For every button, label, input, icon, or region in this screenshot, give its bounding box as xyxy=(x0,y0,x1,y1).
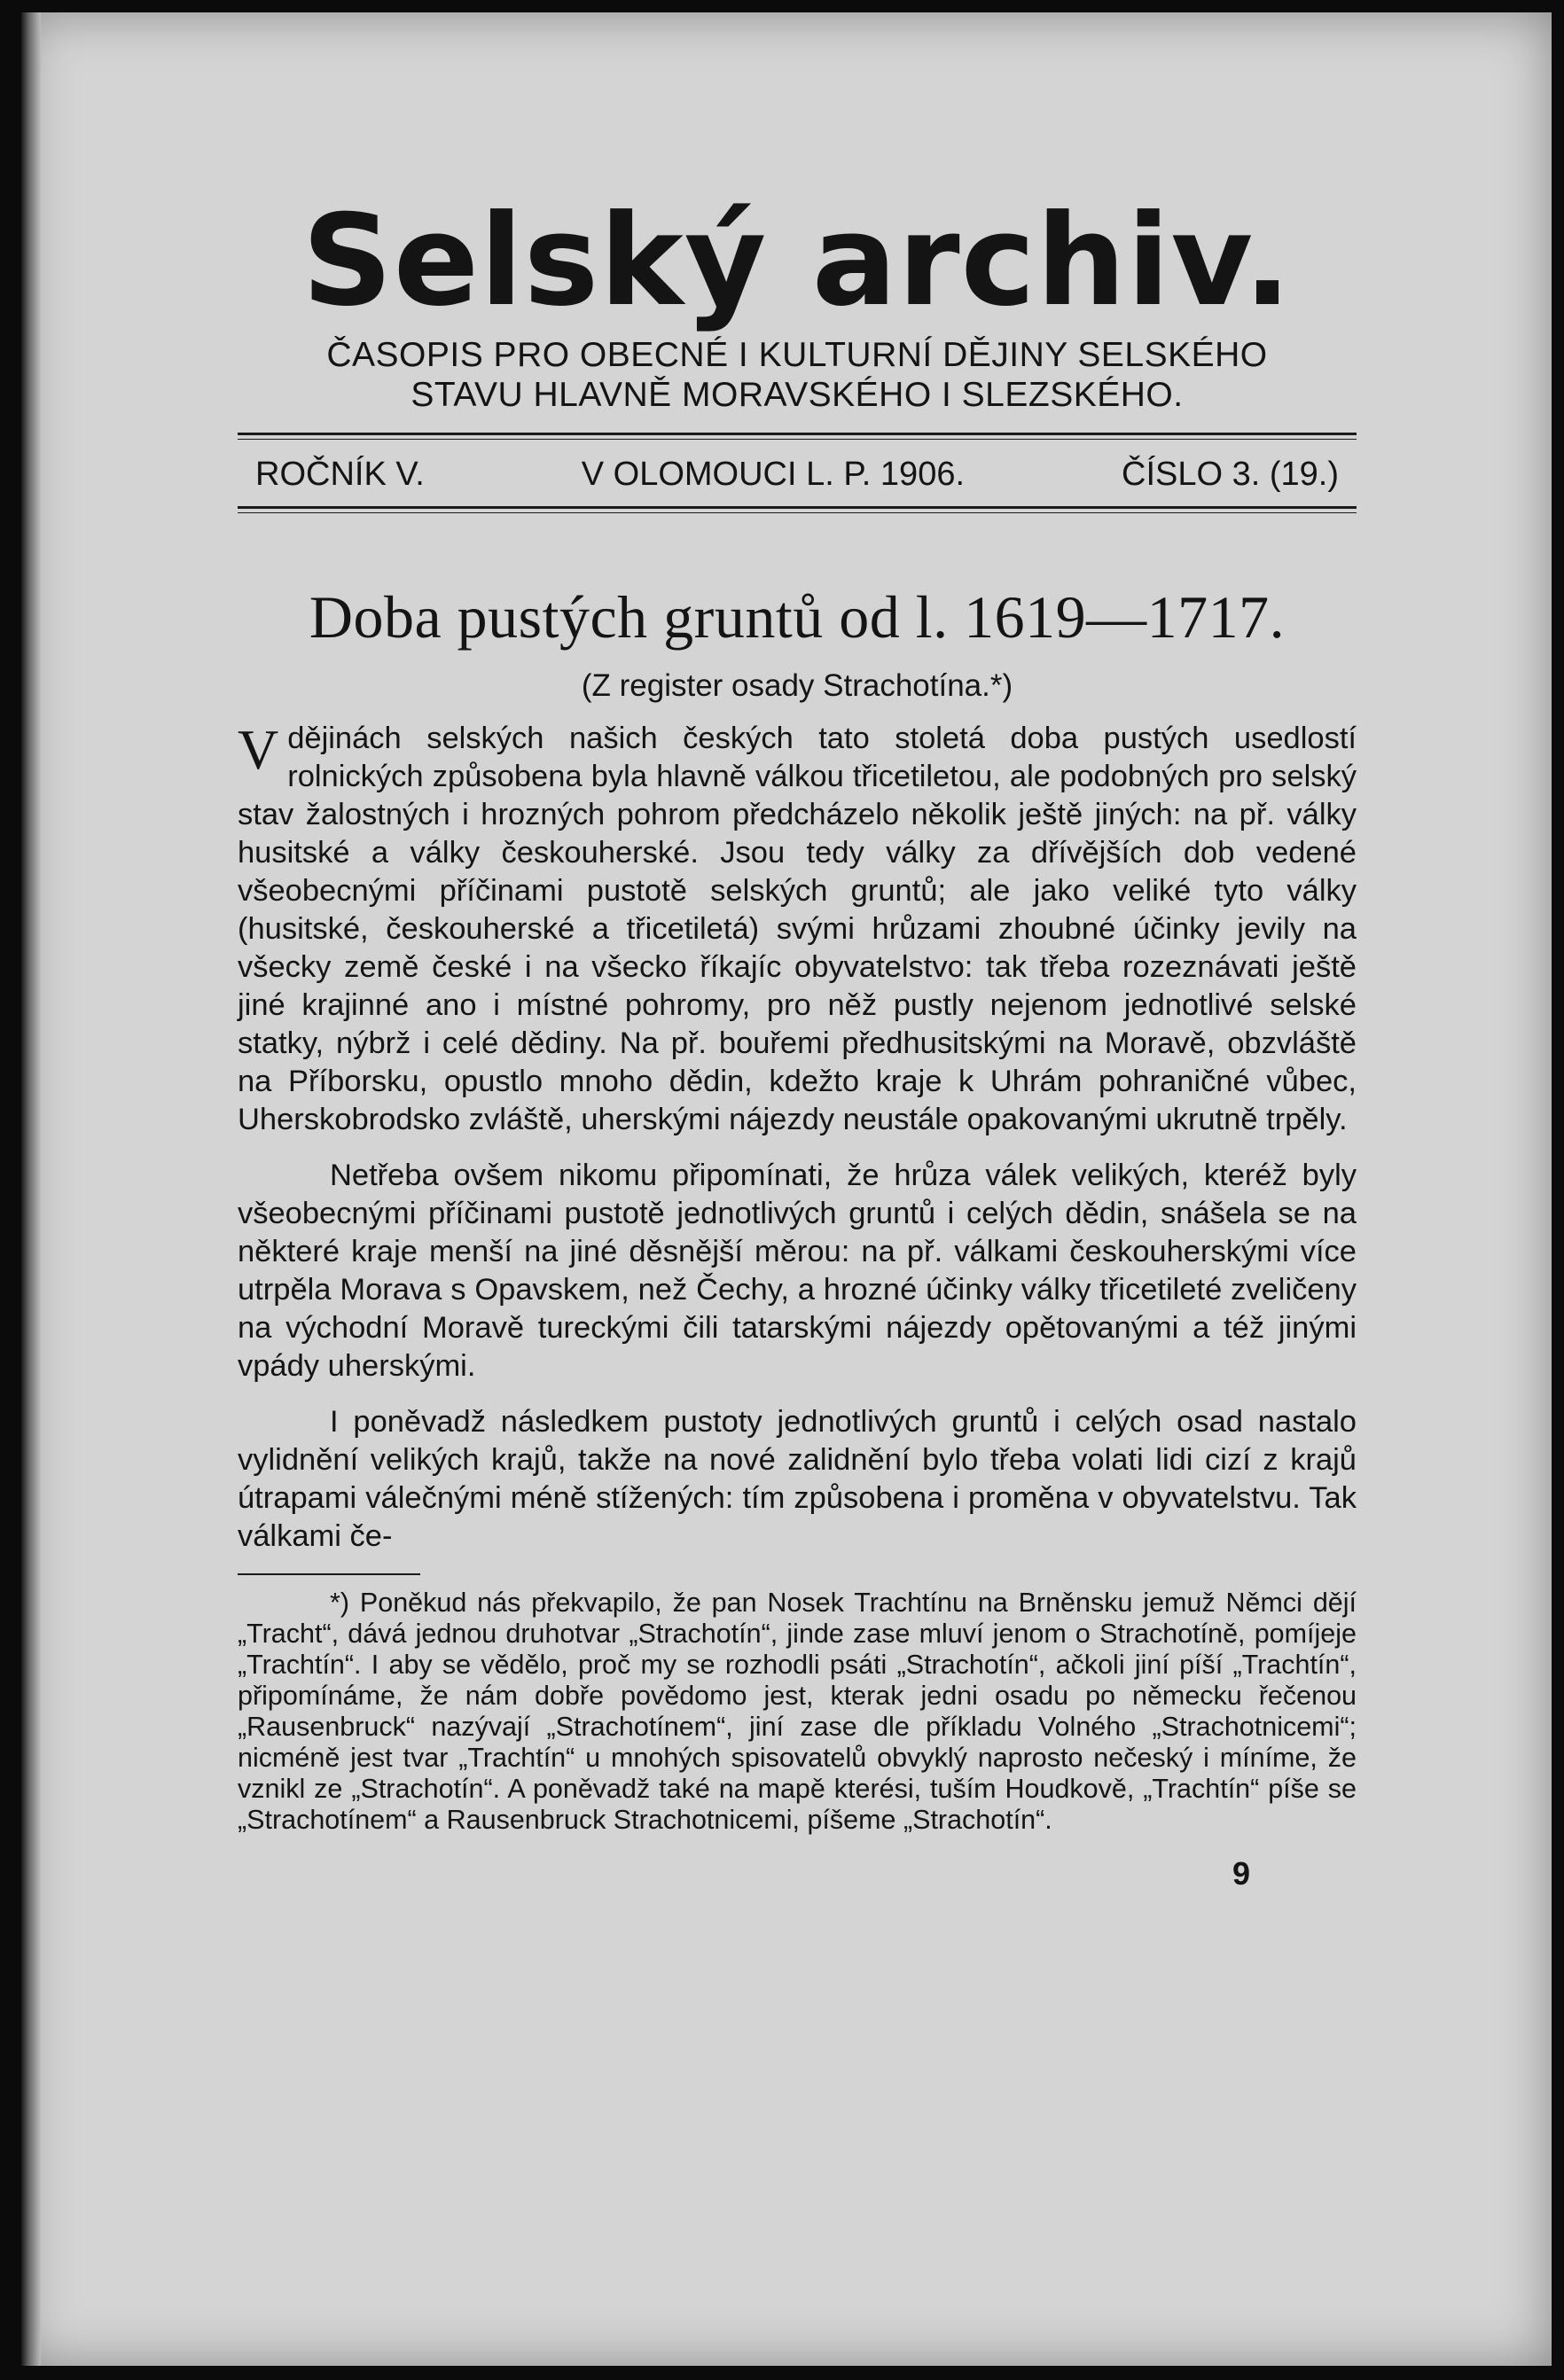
paragraph-1 xyxy=(238,720,1357,1139)
article-body xyxy=(238,720,1357,1556)
paragraph-2: Netřeba ovšem nikomu připomínati, že hrůza válek velikých, kteréž byly všeobecnými příčinami pustotě jednotlivých gruntů i celých dědin, snášela se na některé kraje menší na jiné děsnější měrou: na př. válkami českouherskými více utrpěla Morava s Opavskem, než Čechy, a hrozné účinky války třicetileté zveličeny na východní Moravě tureckými čili tatarskými nájezdy opětovanými a též jinými vpády uherskými. xyxy=(238,1159,1357,1384)
journal-title: Selský archiv. xyxy=(301,188,1293,334)
page-content xyxy=(238,177,1357,1892)
journal-subtitle xyxy=(238,335,1357,415)
footnote: *) Poněkud nás překvapilo, že pan Nosek Trachtínu na Brněnsku jemuž Němci dějí „Tracht“, dává jednou druhotvar „Strachotín“, jinde zase mluví jenom o Strachotíně, pomíjeje „Trachtín“. I aby se vědělo, proč my se rozhodli psáti „Strachotín“, ačkoli jiní píší „Trachtín“, připomínáme, že nám dobře povědomo jest, kterak jedni osadu po německu řečenou „Rausenbruck“ nazývají „Strachotínem“, jiní zase dle příkladu Volného „Strachotnicemi“; nicméně jest tvar „Trachtín“ u mnohých spisovatelů obvyklý naprosto nečeský i míníme, že vznikl ze „Strachotín“. A poněvadž také na mapě kterési, tuším Houdkově, „Trachtín“ píše se „Strachotínem“ a Rausenbruck Strachotnicemi, píšeme „Strachotín“. xyxy=(238,1588,1357,1836)
subtitle-line-1: ČASOPIS PRO OBECNÉ I KULTURNÍ DĚJINY SELSKÉHO xyxy=(326,336,1268,374)
issue-info xyxy=(238,440,1357,506)
paragraph-3: I poněvadž následkem pustoty jednotlivých gruntů i celých osad nastalo vylidnění velikých krajů, takže na nové zalidnění bylo třeba volati lidi cizí z krajů útrapami válečnými méně stížených: tím způsobena i proměna v obyvatelstvu. Tak válkami če- xyxy=(238,1405,1357,1554)
drop-cap: V xyxy=(238,718,279,782)
header-rule-top xyxy=(238,433,1357,440)
issue-number-label: ČÍSLO 3. (19.) xyxy=(1122,456,1339,494)
subtitle-line-2: STAVU HLAVNĚ MORAVSKÉHO I SLEZSKÉHO. xyxy=(411,376,1184,415)
page-spine-edge xyxy=(21,12,41,2366)
volume-label: ROČNÍK V. xyxy=(255,456,425,494)
page-number: 9 xyxy=(1232,1855,1250,1892)
paragraph-1-text: dějinách selských našich českých tato stoletá doba pustých usedlostí rolnických způsobena byla hlavně válkou třicetiletou, ale podobných pro selský stav žalostných i hrozných pohrom předcházelo několik ještě jiných: na př. války husitské a války českouherské. Jsou tedy války za dřívějších dob vedené všeobecnými příčinami pustotě selských gruntů; ale jako veliké tyto války (husitské, českouherské a třicetiletá) svými hrůzami zhoubné účinky jevily na všecky země české i na všecko říkajíc obyvatelstvo: tak třeba rozeznávati ještě jiné krajinné ano i místné pohromy, pro něž pustly nejenom jednotlivé selské statky, nýbrž i celé dědiny. Na př. bouřemi předhusitskými na Moravě, obzvláště na Příborsku, opustlo mnoho dědin, kdežto kraje k Uhrám pohraničné vůbec, Uherskobrodsko zvláště, uherskými nájezdy neustále opakovanými ukrutně trpěly. xyxy=(238,722,1357,1137)
header-rule-bottom xyxy=(238,506,1357,513)
article-subtitle: (Z register osady Strachotína.*) xyxy=(581,668,1013,704)
footnote-rule xyxy=(238,1573,420,1575)
article-title: Doba pustých gruntů od l. 1619—1717. xyxy=(309,583,1286,652)
place-year-label: V OLOMOUCI L. P. 1906. xyxy=(581,456,966,494)
